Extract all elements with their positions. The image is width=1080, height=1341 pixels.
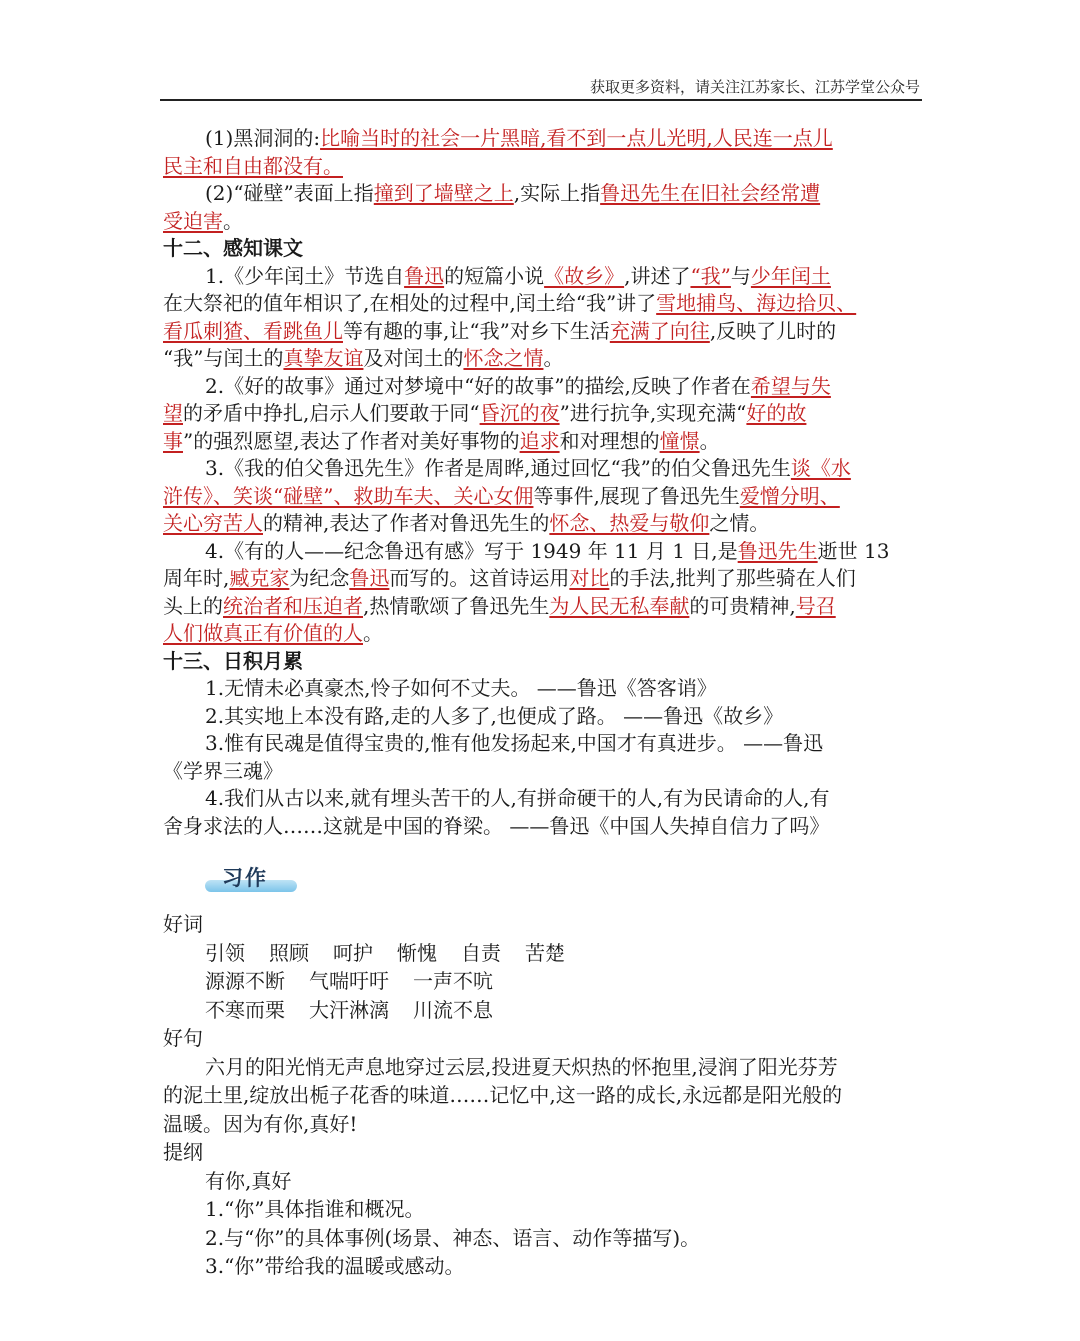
plain-text: 《学界三魂》 xyxy=(163,758,283,783)
answer-text: 比喻当时的社会一片黑暗,看不到一点儿光明,人民连一点儿 xyxy=(320,126,833,150)
text-line xyxy=(163,538,923,566)
plain-text: 在大祭祀的值年相识了,在相处的过程中,闰土给“我”讲了 xyxy=(163,291,657,315)
hao-ju-label: 好句 xyxy=(163,1026,203,1050)
section-heading xyxy=(163,235,923,263)
answer-text: 为人民无私奉献 xyxy=(549,593,690,618)
plain-text: 逝世 13 xyxy=(817,538,890,563)
plain-text: 的矛盾中挣扎,启示人们要敢于同“ xyxy=(183,401,480,425)
answer-text: 浒传》、笑谈“碰壁”、救助车夫、关心女佣 xyxy=(163,483,534,508)
text-line xyxy=(163,675,923,703)
answer-text: 对比 xyxy=(569,566,610,590)
plain-text: 的可贵精神, xyxy=(689,593,796,618)
answer-text: 雪地捕鸟、海边拾贝、 xyxy=(656,291,857,315)
plain-text: 1.《少年闰土》节选自 xyxy=(205,263,405,288)
writing-section xyxy=(163,910,923,1281)
hao-ci-label: 好词 xyxy=(163,912,203,936)
text-line xyxy=(163,785,923,813)
ti-gang-line: 3.“你”带给我的温暖或感动。 xyxy=(205,1254,465,1278)
text-line xyxy=(163,620,923,648)
answer-text: 鲁迅 xyxy=(349,566,390,590)
answer-text: 充满了向往 xyxy=(609,318,710,343)
ti-gang-line: 1.“你”具体指谁和概况。 xyxy=(205,1197,425,1221)
notes-body xyxy=(163,125,923,840)
plain-text: 。 xyxy=(363,621,383,645)
hao-ju-line: 的泥土里,绽放出栀子花香的味道……记忆中,这一路的成长,永远都是阳光般的 xyxy=(163,1083,843,1107)
plain-text: 及对闰土的 xyxy=(363,346,464,370)
text-line xyxy=(163,208,923,236)
hao-ju-line: 六月的阳光悄无声息地穿过云层,投进夏天炽热的怀抱里,浸润了阳光芬芳 xyxy=(205,1054,838,1079)
plain-text: ”的强烈愿望,表达了作者对美好事物的 xyxy=(183,428,520,453)
hao-ci-row: 不寒而栗 大汗淋漓 川流不息 xyxy=(205,997,493,1022)
ti-gang-label: 提纲 xyxy=(163,1140,203,1164)
plain-text: ,讲述了 xyxy=(624,263,691,288)
text-line xyxy=(163,400,923,428)
text-line xyxy=(163,373,923,401)
plain-text: 等事件,展现了鲁迅先生 xyxy=(533,483,740,508)
text-line xyxy=(163,345,923,373)
text-line xyxy=(163,813,923,841)
answer-text: 谈《水 xyxy=(790,456,851,480)
text-line xyxy=(163,483,923,511)
plain-text: 2.《好的故事》通过对梦境中“好的故事”的描绘,反映了作者在 xyxy=(205,373,751,398)
plain-text: 。 xyxy=(543,346,564,370)
answer-text: 鲁迅先生 xyxy=(737,538,818,563)
xizuo-banner xyxy=(205,862,297,898)
answer-text: 人们做真正有价值的人 xyxy=(163,621,363,645)
answer-text: 关心穷苦人 xyxy=(163,511,263,535)
plain-text: ”进行抗争,实现充满“ xyxy=(559,401,747,425)
xizuo-title: 习作 xyxy=(222,866,268,890)
plain-text: 。 xyxy=(223,208,243,233)
ti-gang-line: 2.与“你”的具体事例(场景、神态、语言、动作等描写)。 xyxy=(205,1225,701,1250)
text-line xyxy=(163,428,923,456)
answer-text: 爱憎分明、 xyxy=(739,483,840,508)
plain-text: 而写的。这首诗运用 xyxy=(389,566,570,590)
answer-text: “我” xyxy=(690,263,731,288)
answer-text: 怀念、热爱与敬仰 xyxy=(549,511,710,535)
plain-text: 4.《有的人——纪念鲁迅有感》写于 1949 年 11 月 1 日,是 xyxy=(205,538,738,563)
answer-text: 少年闰土 xyxy=(750,263,831,288)
text-line xyxy=(163,125,923,153)
hao-ci-row: 引领 照顾 呵护 惭愧 自责 苦楚 xyxy=(205,940,565,965)
plain-text: 的短篇小说 xyxy=(444,263,545,288)
plain-text: 2.其实地上本没有路,走的人多了,也便成了路。 ——鲁迅《故乡》 xyxy=(205,703,784,728)
plain-text: 与 xyxy=(730,263,751,288)
answer-text: 望 xyxy=(163,401,183,425)
answer-text: 《故乡》 xyxy=(544,263,625,288)
plain-text: 4.我们从古以来,就有埋头苦干的人,有拼命硬干的人,有为民请命的人,有 xyxy=(205,786,830,810)
text-line xyxy=(163,758,923,786)
plain-text: 。 xyxy=(699,428,720,453)
plain-text: ,反映了儿时的 xyxy=(709,318,837,343)
plain-text: 1.无情未必真豪杰,怜子如何不丈夫。 ——鲁迅《答客诮》 xyxy=(205,676,717,700)
plain-text: 之情。 xyxy=(709,511,770,535)
plain-text: 十二、感知课文 xyxy=(163,236,303,260)
plain-text: “我”与闰土的 xyxy=(163,346,284,370)
text-line xyxy=(163,153,923,181)
answer-text: 鲁迅 xyxy=(404,263,445,288)
plain-text: 舍身求法的人……这就是中国的脊梁。 ——鲁迅《中国人失掉自信力了吗》 xyxy=(163,813,830,838)
answer-text: 昏沉的夜 xyxy=(479,401,560,425)
answer-text: 民主和自由都没有。 xyxy=(163,153,343,178)
text-line xyxy=(163,263,923,291)
plain-text: ,热情歌颂了鲁迅先生 xyxy=(363,593,550,618)
answer-text: 号召 xyxy=(795,593,836,618)
answer-text: 鲁迅先生在旧社会经常遭 xyxy=(600,181,821,205)
answer-text: 臧克家 xyxy=(229,566,290,590)
text-line xyxy=(163,565,923,593)
hao-ci-row: 源源不断 气喘吁吁 一声不吭 xyxy=(205,969,493,993)
text-line xyxy=(163,318,923,346)
answer-text: 统治者和压迫者 xyxy=(223,593,363,618)
plain-text: 为纪念 xyxy=(289,566,350,590)
answer-text: 好的故 xyxy=(746,401,807,425)
answer-text: 事 xyxy=(163,428,183,453)
answer-text: 看瓜刺猹、看跳鱼儿 xyxy=(163,318,343,343)
hao-ju-line: 温暖。因为有你,真好! xyxy=(163,1111,358,1136)
plain-text: 3.《我的伯父鲁迅先生》作者是周晔,通过回忆“我”的伯父鲁迅先生 xyxy=(205,456,791,480)
answer-text: 憧憬 xyxy=(659,428,700,453)
text-line xyxy=(163,455,923,483)
answer-text: 真挚友谊 xyxy=(283,346,364,370)
text-line xyxy=(163,290,923,318)
plain-text: 和对理想的 xyxy=(559,428,660,453)
text-line xyxy=(163,180,923,208)
answer-text: 撞到了墙壁之上 xyxy=(373,181,514,205)
text-line xyxy=(163,730,923,758)
plain-text: 的精神,表达了作者对鲁迅先生的 xyxy=(263,511,550,535)
answer-text: 受迫害 xyxy=(163,208,223,233)
answer-text: 追求 xyxy=(519,428,560,453)
answer-text: 怀念之情 xyxy=(463,346,544,370)
plain-text: 十三、日积月累 xyxy=(163,648,303,673)
section-heading xyxy=(163,648,923,676)
ti-gang-line: 有你,真好 xyxy=(205,1168,292,1193)
plain-text: 周年时, xyxy=(163,566,230,590)
plain-text: 头上的 xyxy=(163,593,223,618)
plain-text: ,实际上指 xyxy=(513,181,601,205)
header-rule xyxy=(160,99,922,101)
plain-text: 3.惟有民魂是值得宝贵的,惟有他发扬起来,中国才有真进步。 ——鲁迅 xyxy=(205,731,824,755)
plain-text: 等有趣的事,让“我”对乡下生活 xyxy=(343,318,610,343)
text-line xyxy=(163,510,923,538)
text-line xyxy=(163,703,923,731)
plain-text: (2)“碰壁”表面上指 xyxy=(205,181,374,205)
page-header: 获取更多资料，请关注江苏家长、江苏学堂公众号 xyxy=(589,78,920,96)
answer-text: 希望与失 xyxy=(750,373,831,398)
plain-text: 的手法,批判了那些骑在人们 xyxy=(609,566,856,590)
plain-text: (1)黑洞洞的: xyxy=(205,126,321,150)
text-line xyxy=(163,593,923,621)
